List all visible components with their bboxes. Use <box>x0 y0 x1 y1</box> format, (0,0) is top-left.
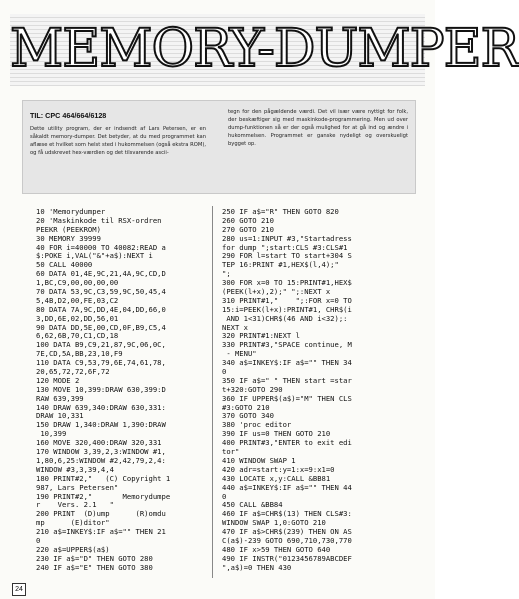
code-line: NEXT x <box>222 322 248 332</box>
code-line: 60 DATA 01,4E,9C,21,4A,9C,CD,D <box>36 269 166 279</box>
code-line: 210 a$=INKEY$:IF a$="" THEN 21 <box>36 527 166 537</box>
code-line: WINDOW SWAP 1,0:GOTO 210 <box>222 518 326 528</box>
code-line: 30 MEMORY 39999 <box>36 233 101 243</box>
code-line: 360 IF UPPER$(a$)="M" THEN CLS <box>222 393 352 403</box>
code-line: $:POKE i,VAL("&"+a$):NEXT i <box>36 251 153 261</box>
listing-left <box>36 208 208 573</box>
code-line: RAW 639,399 <box>36 393 84 403</box>
code-line: 440 a$=INKEY$:IF a$="" THEN 44 <box>222 482 352 492</box>
code-line: 490 IF INSTR("0123456789ABCDEF <box>222 553 352 563</box>
code-line: 410 WINDOW SWAP 1 <box>222 455 296 465</box>
code-line: 290 FOR l=start TO start+304 S <box>222 251 352 261</box>
code-line: 270 GOTO 210 <box>222 224 274 234</box>
code-line: #3:GOTO 210 <box>222 402 270 412</box>
code-line: 50 CALL 40000 <box>36 260 93 270</box>
code-line: 100 DATA B9,C9,21,87,9C,06,0C, <box>36 340 166 350</box>
code-line: 1,BC,C9,00,00,00,00 <box>36 278 119 288</box>
code-line: 380 'proc editor <box>222 420 292 430</box>
code-line: 70 DATA 53,9C,C3,59,9C,50,45,4 <box>36 287 166 297</box>
code-line: 80 DATA 7A,9C,DD,4E,04,DD,66,0 <box>36 304 166 314</box>
code-line: 470 IF a$>CHR$(239) THEN ON AS <box>222 527 352 537</box>
code-line: 390 IF us=0 THEN GOTO 210 <box>222 429 331 439</box>
code-line: 170 WINDOW 3,39,2,3:WINDOW #1, <box>36 447 166 457</box>
code-line: 0 <box>222 491 227 501</box>
page-title: MEMORY-DUMPER <box>10 19 519 79</box>
code-line: 430 LOCATE x,y:CALL &BB81 <box>222 473 331 483</box>
code-line: 5,4B,D2,00,FE,03,C2 <box>36 295 119 305</box>
code-line: 480 IF x>59 THEN GOTO 640 <box>222 544 331 554</box>
code-line: WINDOW #3,3,39,4,4 <box>36 464 114 474</box>
code-line: 10 'Memorydumper <box>36 207 106 216</box>
code-line: 1,80,6,25:WINDOW #2,42,79,2,4: <box>36 455 166 465</box>
code-line: "; <box>222 269 231 279</box>
code-line: 370 GOTO 340 <box>222 411 274 421</box>
code-line: 120 MODE 2 <box>36 375 80 385</box>
code-line: 10,399 <box>36 429 67 439</box>
code-line: 340 a$=INKEY$:IF a$="" THEN 34 <box>222 358 352 368</box>
code-line: 20 'Maskinkode til RSX-ordren <box>36 215 162 225</box>
code-line: 200 PRINT (D)ump (R)omdu <box>36 509 166 519</box>
code-line: 450 CALL &BB84 <box>222 500 283 510</box>
code-line: 150 DRAW 1,340:DRAW 1,390:DRAW <box>36 420 166 430</box>
code-line: 3,DD,6E,02,DD,56,01 <box>36 313 119 323</box>
code-line: 190 PRINT#2," Memorydumpe <box>36 491 171 501</box>
intro-text-left: Dette utility program, der er indsendt af Lars Petersen, er en såkaldt memory-dumper. Det betyder, at du med programmet kan aflæse et hvilket som helst sted i hukommelsen (også ekstra ROM), og få udskrevet hex-værdien og det tilsvarende ascii- <box>30 126 206 156</box>
code-line: 7E,CD,5A,BB,23,10,F9 <box>36 349 123 359</box>
code-line: 180 PRINT#2," (C) Copyright 1 <box>36 473 171 483</box>
code-line: mp (E)ditor" <box>36 518 110 528</box>
code-line: 140 DRAW 639,340:DRAW 630,331: <box>36 402 166 412</box>
code-line: 15:i=PEEK(l+x):PRINT#1, CHR$(i <box>222 304 352 314</box>
code-line: PEEKR (PEEKROM) <box>36 224 101 234</box>
code-line: 400 PRINT#3,"ENTER to exit edi <box>222 438 352 448</box>
code-line: - MENU" <box>222 349 257 359</box>
code-line: 90 DATA DD,5E,00,CD,0F,B9,C5,4 <box>36 322 166 332</box>
code-line: 330 PRINT#3,"SPACE continue, M <box>222 340 352 350</box>
code-line: r Vers. 2.1 " <box>36 500 114 510</box>
code-line: 110 DATA C9,53,79,6E,74,61,78, <box>36 358 166 368</box>
code-line: 420 adr=start:y=1:x=9:x1=0 <box>222 464 335 474</box>
code-line: 6,62,6B,70,C1,CD,18 <box>36 331 119 341</box>
code-line: C(a$)-239 GOTO 690,710,730,770 <box>222 535 352 545</box>
code-line: 260 GOTO 210 <box>222 215 274 225</box>
code-line: DRAW 10,331 <box>36 411 84 421</box>
code-line: (PEEK(l+x),2);" ";:NEXT x <box>222 287 331 297</box>
code-line: 350 IF a$=" " THEN start =star <box>222 375 352 385</box>
code-line: 320 PRINT#1:NEXT l <box>222 331 300 341</box>
code-line: TEP 16:PRINT #1,HEX$(l,4);" <box>222 260 339 270</box>
code-line: 310 PRINT#1," ";:FOR x=0 TO <box>222 295 352 305</box>
code-line: t+320:GOTO 290 <box>222 384 283 394</box>
platform-tag: TIL: CPC 464/664/6128 <box>30 111 107 120</box>
code-line: 130 MOVE 10,399:DRAW 630,399:D <box>36 384 166 394</box>
code-line: 220 a$=UPPER$(a$) <box>36 544 110 554</box>
code-line: 300 FOR x=0 TO 15:PRINT#1,HEX$ <box>222 278 352 288</box>
code-line: 987, Lars Petersen" <box>36 482 119 492</box>
intro-text-right: tegn for den pågældende værdi. Det vil især være nyttigt for folk, der beskæftiger sig med maskinkode-programmering. Men ud over dump-funktionen så er der også mulighed for at gå ind og ændre i hukommelsen. Programmet er ganske nydeligt og overskueligt bygget op. <box>228 109 408 147</box>
code-line: ",a$)=0 THEN 430 <box>222 562 292 572</box>
code-line: 40 FOR i=40000 TO 40082:READ a <box>36 242 166 252</box>
code-line: 160 MOVE 320,400:DRAW 320,331 <box>36 438 162 448</box>
column-divider <box>212 206 213 578</box>
code-line: 20,65,72,72,6F,72 <box>36 367 110 377</box>
code-line: 280 us=1:INPUT #3,"Startadress <box>222 233 352 243</box>
code-line: tor" <box>222 447 240 457</box>
title-banner <box>10 14 519 86</box>
listing-right <box>222 208 400 573</box>
code-line: for dump ";start:CLS #3:CLS#1 <box>222 242 348 252</box>
code-line: 250 IF a$="R" THEN GOTO 820 <box>222 207 339 216</box>
code-line: 460 IF a$=CHR$(13) THEN CLS#3: <box>222 509 352 519</box>
page-number: 24 <box>12 583 26 596</box>
code-line: 230 IF a$="D" THEN GOTO 280 <box>36 553 153 563</box>
code-line: 0 <box>222 367 227 377</box>
code-line: 0 <box>36 535 41 545</box>
code-line: AND 1<31)CHR$(46 AND i<32);: <box>222 313 348 323</box>
code-line: 240 IF a$="E" THEN GOTO 380 <box>36 562 153 572</box>
